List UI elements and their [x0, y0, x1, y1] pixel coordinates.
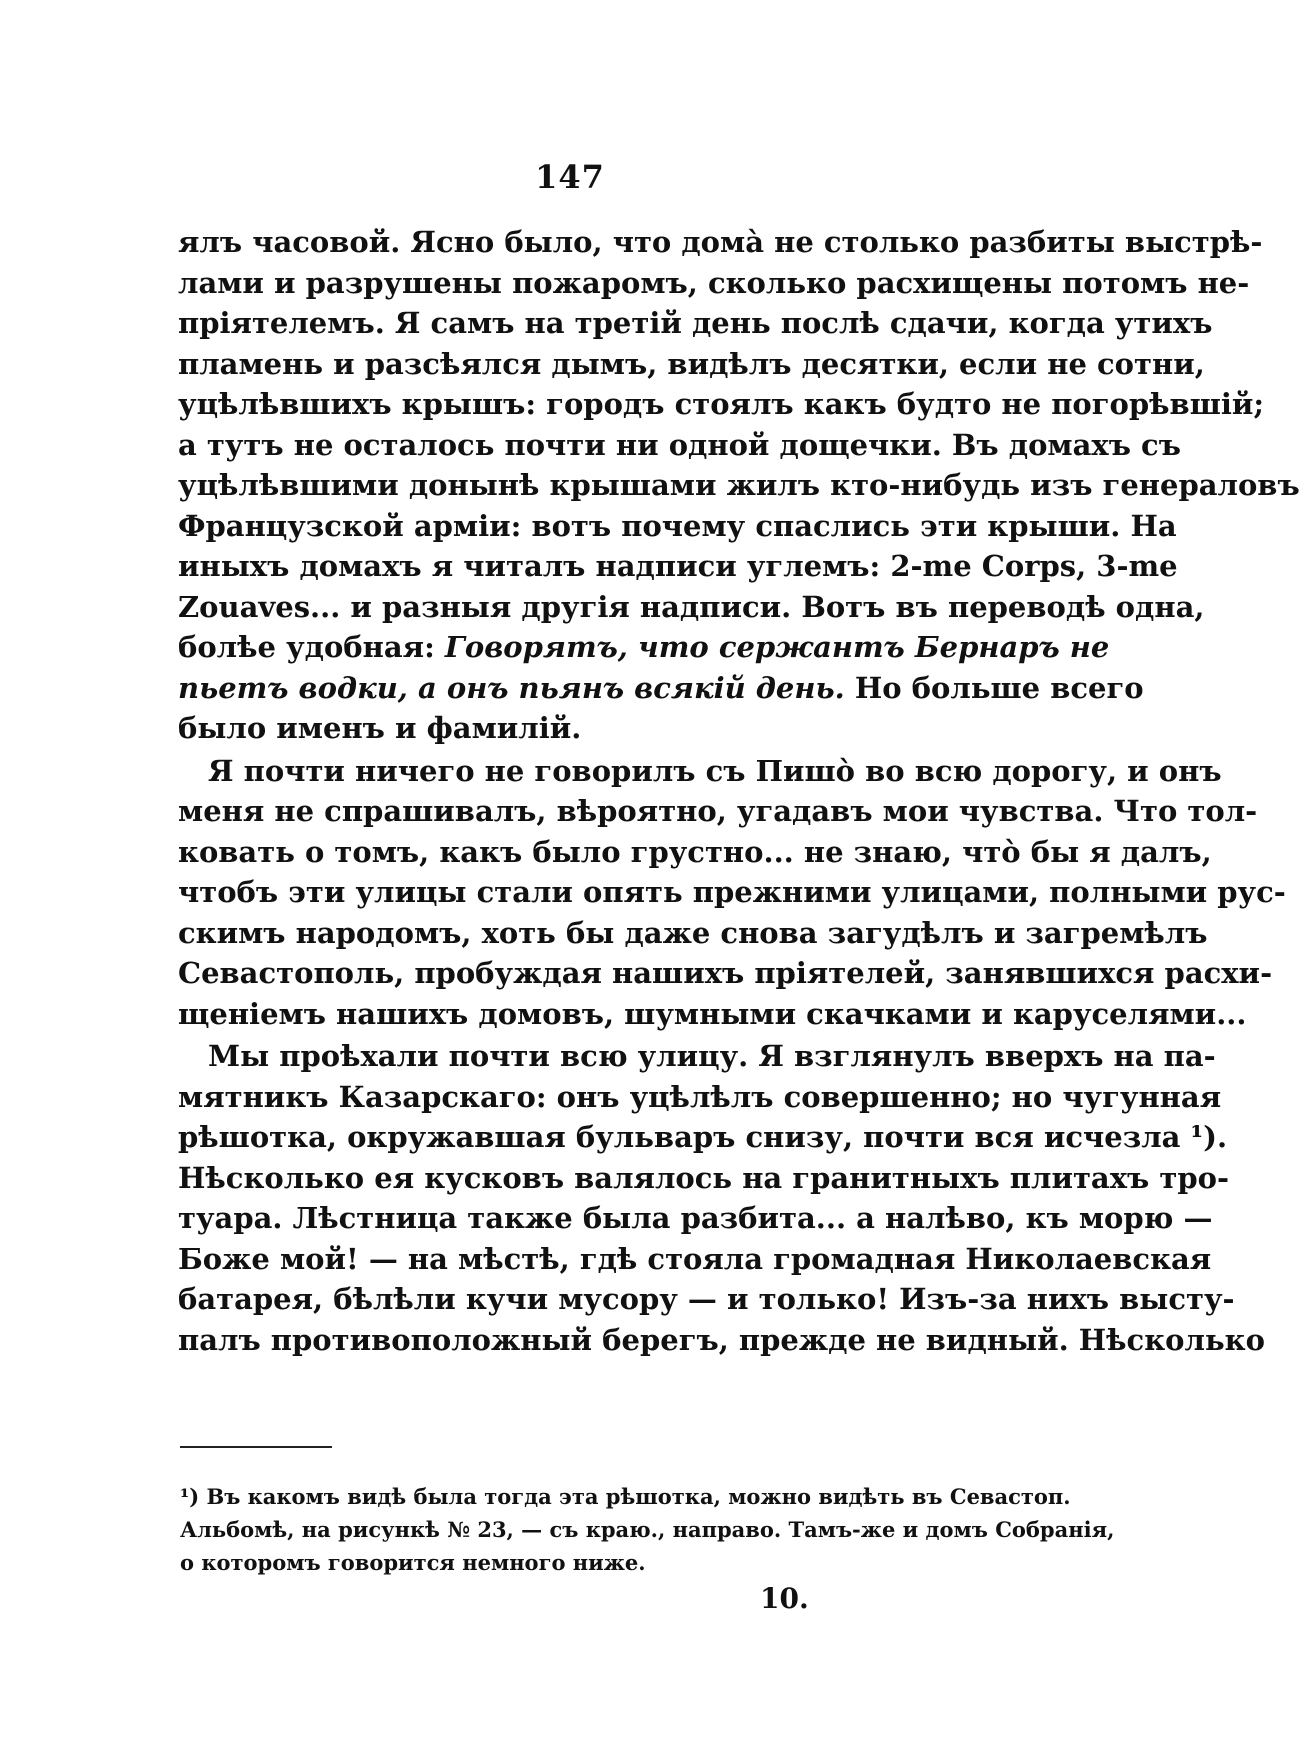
italic-phrase: Говорятъ, что сержантъ Бернаръ не	[444, 630, 1110, 664]
text-line: уцѣлѣвшихъ крышъ: городъ стоялъ какъ будто не погорѣвшій;	[178, 387, 1265, 421]
text-line: Я почти ничего не говорилъ съ Пишò во всю дорогу, и онъ	[208, 753, 1222, 788]
text-line: пламень и разсѣялся дымъ, видѣлъ десятки, если не сотни,	[178, 346, 1205, 381]
text-line: Боже мой! — на мѣстѣ, гдѣ стояла громадная Николаевская	[178, 1241, 1212, 1276]
text-line: Нѣсколько ея кусковъ валялось на гранитныхъ плитахъ тро-	[178, 1160, 1229, 1195]
text-line: а тутъ не осталось почти ни одной дощечки. Въ домахъ съ	[178, 427, 1181, 462]
text-line: лами и разрушены пожаромъ, сколько расхищены потомъ не-	[178, 265, 1250, 300]
text-line: было именъ и фамилій.	[178, 711, 582, 745]
text-line: скимъ народомъ, хоть бы даже снова загудѣлъ и загремѣлъ	[178, 915, 1208, 950]
footnote-line: о которомъ говорится немного ниже.	[180, 1550, 646, 1575]
footnotes	[180, 1480, 1115, 1579]
text-line: щеніемъ нашихъ домовъ, шумными скачками и каруселями...	[178, 996, 1247, 1031]
paragraph-3	[178, 1036, 1265, 1360]
paragraph-2	[178, 751, 1286, 1035]
page-number: 147	[535, 158, 605, 196]
italic-phrase: пьетъ водки, а онъ пьянъ всякій день.	[178, 670, 845, 705]
text-line: Французской арміи: вотъ почему спаслись эти крыши. На	[178, 508, 1177, 543]
text-line-italic-1: болѣе удобная: Говорятъ, что сержантъ Бернаръ не	[178, 630, 1110, 664]
body-text	[178, 222, 1300, 1360]
text-line: Мы проѣхали почти всю улицу. Я взглянулъ вверхъ на па-	[208, 1039, 1216, 1073]
text-line: рѣшотка, окружавшая бульваръ снизу, почти вся исчезла ¹).	[178, 1120, 1228, 1154]
text-line: палъ противоположный берегъ, прежде не видный. Нѣсколько	[178, 1322, 1265, 1357]
text-line: батарея, бѣлѣли кучи мусору — и только! Изъ-за нихъ высту-	[178, 1282, 1235, 1316]
footnote-divider	[180, 1446, 332, 1448]
signature-mark: 10.	[760, 1582, 809, 1615]
footnote-line: ¹) Въ какомъ видѣ была тогда эта рѣшотка, можно видѣть въ Севастоп.	[180, 1484, 1071, 1509]
text-line: Севастополь, пробуждая нашихъ пріятелей, занявшихся расхи-	[178, 956, 1273, 990]
text-line: ковать о томъ, какъ было грустно... не знаю, чтò бы я далъ,	[178, 834, 1212, 869]
text-line: мятникъ Казарскаго: онъ уцѣлѣлъ совершенно; но чугунная	[178, 1079, 1222, 1114]
text-line: уцѣлѣвшими донынѣ крышами жилъ кто-нибудь изъ генераловъ	[178, 468, 1300, 502]
text-line: туара. Лѣстница также была разбита... а налѣво, къ морю —	[178, 1201, 1213, 1235]
text-line: иныхъ домахъ я читалъ надписи углемъ: 2-me Corps, 3-me	[178, 549, 1178, 583]
footnote-line: Альбомѣ, на рисункѣ № 23, — съ краю., направо. Тамъ-же и домъ Собранія,	[180, 1517, 1115, 1542]
text-line: чтобъ эти улицы стали опять прежними улицами, полными рус-	[178, 875, 1286, 909]
text-line-italic-2: пьетъ водки, а онъ пьянъ всякій день. Но больше всего	[178, 670, 1144, 705]
paragraph-1	[178, 222, 1300, 749]
text-line: пріятелемъ. Я самъ на третій день послѣ сдачи, когда утихъ	[178, 306, 1213, 340]
text-line: меня не спрашивалъ, вѣроятно, угадавъ мои чувства. Что тол-	[178, 794, 1258, 828]
text-line: Zouaves... и разныя другія надписи. Вотъ въ переводѣ одна,	[178, 589, 1205, 624]
text-line: ялъ часовой. Ясно было, что домà не столько разбиты выстрѣ-	[178, 225, 1263, 259]
